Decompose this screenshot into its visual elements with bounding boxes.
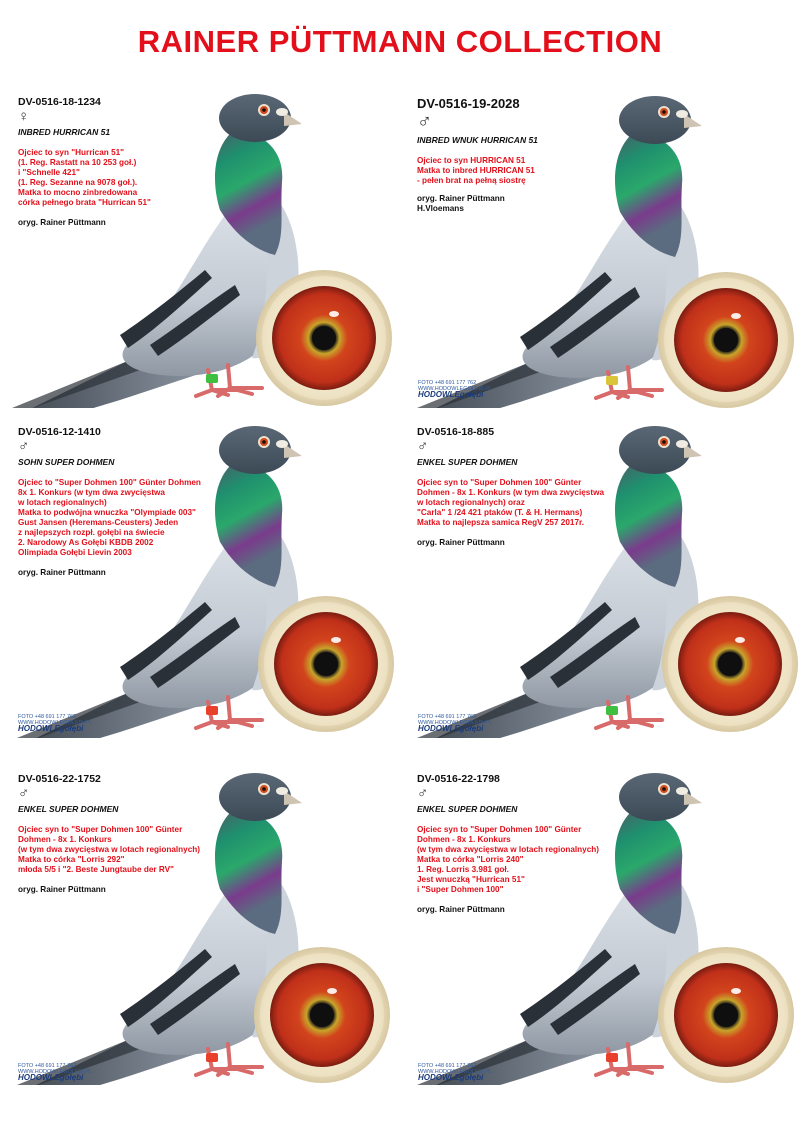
desc-line: Ojciec syn to "Super Dohmen 100" Günter	[417, 478, 582, 487]
desc-line: młoda 5/5 i "2. Beste Jungtaube der RV"	[18, 865, 174, 874]
desc-line: Matka to podwójna wnuczka "Olympiade 003"	[18, 508, 196, 517]
breeder-credit	[417, 194, 647, 214]
breeder-credit	[417, 538, 647, 548]
desc-line: w lotach regionalnych)	[18, 498, 107, 507]
desc-line: z najlepszych rozpł. gołębi na świecie	[18, 528, 165, 537]
desc-line: 1. Reg. Lorris 3.981 goł.	[417, 865, 509, 874]
desc-line: Matka to córka "Lorris 240"	[417, 855, 524, 864]
credit-line: oryg. Rainer Püttmann	[417, 194, 505, 203]
pigeon-card	[0, 88, 400, 443]
pigeon-eye-photo	[258, 596, 394, 732]
pedigree-description	[417, 825, 647, 895]
pigeon-eye-photo	[658, 947, 794, 1083]
leg-ring	[206, 1053, 218, 1062]
ring-number: DV-0516-18-885	[417, 426, 495, 438]
pigeon-eye-photo	[662, 596, 798, 732]
desc-line: Gust Jansen (Heremans-Ceusters) Jeden	[18, 518, 179, 527]
desc-line: - pełen brat na pełną siostrę	[417, 176, 526, 185]
leg-ring	[206, 374, 218, 383]
pigeon-eye-photo	[658, 272, 794, 408]
credit-line: H.Vloemans	[417, 204, 464, 213]
watermark: FOTO +48 691 177 762 WWW.HODOWLEGOLEBI.PL HODOWLEgołębi	[18, 1063, 92, 1082]
credit-line: oryg. Rainer Püttmann	[417, 905, 505, 914]
sex-symbol: ♂	[417, 785, 429, 802]
desc-line: i "Super Dohmen 100"	[417, 885, 504, 894]
desc-line: Ojciec to "Super Dohmen 100" Günter Dohmen	[18, 478, 201, 487]
watermark: FOTO +48 691 177 762 WWW.HODOWLEGOLEBI.PL HODOWLEgołębi	[418, 380, 492, 399]
breeder-credit	[18, 218, 248, 228]
credit-line: oryg. Rainer Püttmann	[18, 218, 106, 227]
pigeon-name: INBRED HURRICAN 51	[18, 127, 111, 137]
desc-line: w lotach regionalnych) oraz	[417, 498, 525, 507]
sex-symbol: ♀	[18, 108, 30, 125]
desc-line: (w tym dwa zwycięstwa w lotach regionalnych)	[18, 845, 200, 854]
watermark: FOTO +48 691 177 762 WWW.HODOWLEGOLEBI.PL HODOWLEgołębi	[418, 1063, 492, 1082]
desc-line: Ojciec syn to "Super Dohmen 100" Günter	[18, 825, 183, 834]
watermark: FOTO +48 691 177 762 WWW.HODOWLEGOLEBI.PL HODOWLEgołębi	[18, 714, 92, 733]
desc-line: Matka to córka "Lorris 292"	[18, 855, 125, 864]
pigeon-eye-photo	[254, 947, 390, 1083]
leg-ring	[606, 706, 618, 715]
desc-line: Dohmen - 8x 1. Konkurs	[417, 835, 511, 844]
desc-line: 8x 1. Konkurs (w tym dwa zwycięstwa	[18, 488, 165, 497]
pigeon-card	[0, 418, 400, 773]
pigeon-name: ENKEL SUPER DOHMEN	[18, 804, 119, 814]
desc-line: Dohmen - 8x 1. Konkurs (w tym dwa zwycięstwa	[417, 488, 604, 497]
desc-line: Matka to najlepsza samica RegV 257 2017r.	[417, 518, 585, 527]
desc-line: i "Schnelle 421"	[18, 168, 80, 177]
pigeon-name: ENKEL SUPER DOHMEN	[417, 457, 518, 467]
desc-line: Matka to inbred HURRICAN 51	[417, 166, 535, 175]
ring-number: DV-0516-19-2028	[417, 96, 520, 111]
pigeon-card	[400, 88, 800, 443]
pedigree-description	[417, 156, 647, 186]
desc-line: Ojciec to syn "Hurrican 51"	[18, 148, 125, 157]
credit-line: oryg. Rainer Püttmann	[417, 538, 505, 547]
desc-line: Olimpiada Gołębi Lievin 2003	[18, 548, 132, 557]
pigeon-eye-photo	[256, 270, 392, 406]
desc-line: (w tym dwa zwycięstwa w lotach regionalnych)	[417, 845, 599, 854]
page-title: RAINER PÜTTMANN COLLECTION	[137, 24, 663, 59]
desc-line: Dohmen - 8x 1. Konkurs	[18, 835, 112, 844]
sex-symbol: ♂	[417, 438, 429, 455]
pigeon-name: SOHN SUPER DOHMEN	[18, 457, 115, 467]
desc-line: Ojciec syn to "Super Dohmen 100" Günter	[417, 825, 582, 834]
desc-line: (1. Reg. Sezanne na 9078 goł.).	[18, 178, 138, 187]
sex-symbol: ♂	[417, 111, 432, 133]
pigeon-card	[400, 418, 800, 773]
desc-line: (1. Reg. Rastatt na 10 253 goł.)	[18, 158, 137, 167]
desc-line: 2. Narodowy As Gołębi KBDB 2002	[18, 538, 154, 547]
pigeon-card	[0, 765, 400, 1120]
watermark: FOTO +48 691 177 762 WWW.HODOWLEGOLEBI.PL HODOWLEgołębi	[418, 714, 492, 733]
desc-line: córka pełnego brata "Hurrican 51"	[18, 198, 151, 207]
desc-line: "Carla" 1 /24 421 ptaków (T. & H. Hermans)	[417, 508, 583, 517]
leg-ring	[606, 376, 618, 385]
sex-symbol: ♂	[18, 438, 30, 455]
pedigree-description	[18, 148, 248, 208]
leg-ring	[206, 706, 218, 715]
ring-number: DV-0516-22-1798	[417, 773, 500, 785]
sex-symbol: ♂	[18, 785, 30, 802]
desc-line: Matka to mocno zinbredowana	[18, 188, 138, 197]
desc-line: Ojciec to syn HURRICAN 51	[417, 156, 526, 165]
ring-number: DV-0516-12-1410	[18, 426, 101, 438]
desc-line: Jest wnuczką "Hurrican 51"	[417, 875, 525, 884]
credit-line: oryg. Rainer Püttmann	[18, 885, 106, 894]
breeder-credit	[417, 905, 647, 915]
pedigree-description	[18, 825, 248, 875]
pigeon-name: INBRED WNUK HURRICAN 51	[417, 135, 538, 145]
pigeon-card	[400, 765, 800, 1120]
ring-number: DV-0516-22-1752	[18, 773, 101, 785]
pedigree-description	[417, 478, 647, 528]
breeder-credit	[18, 885, 248, 895]
credit-line: oryg. Rainer Püttmann	[18, 568, 106, 577]
pedigree-description	[18, 478, 248, 558]
ring-number: DV-0516-18-1234	[18, 96, 101, 108]
breeder-credit	[18, 568, 248, 578]
pigeon-name: ENKEL SUPER DOHMEN	[417, 804, 518, 814]
leg-ring	[606, 1053, 618, 1062]
